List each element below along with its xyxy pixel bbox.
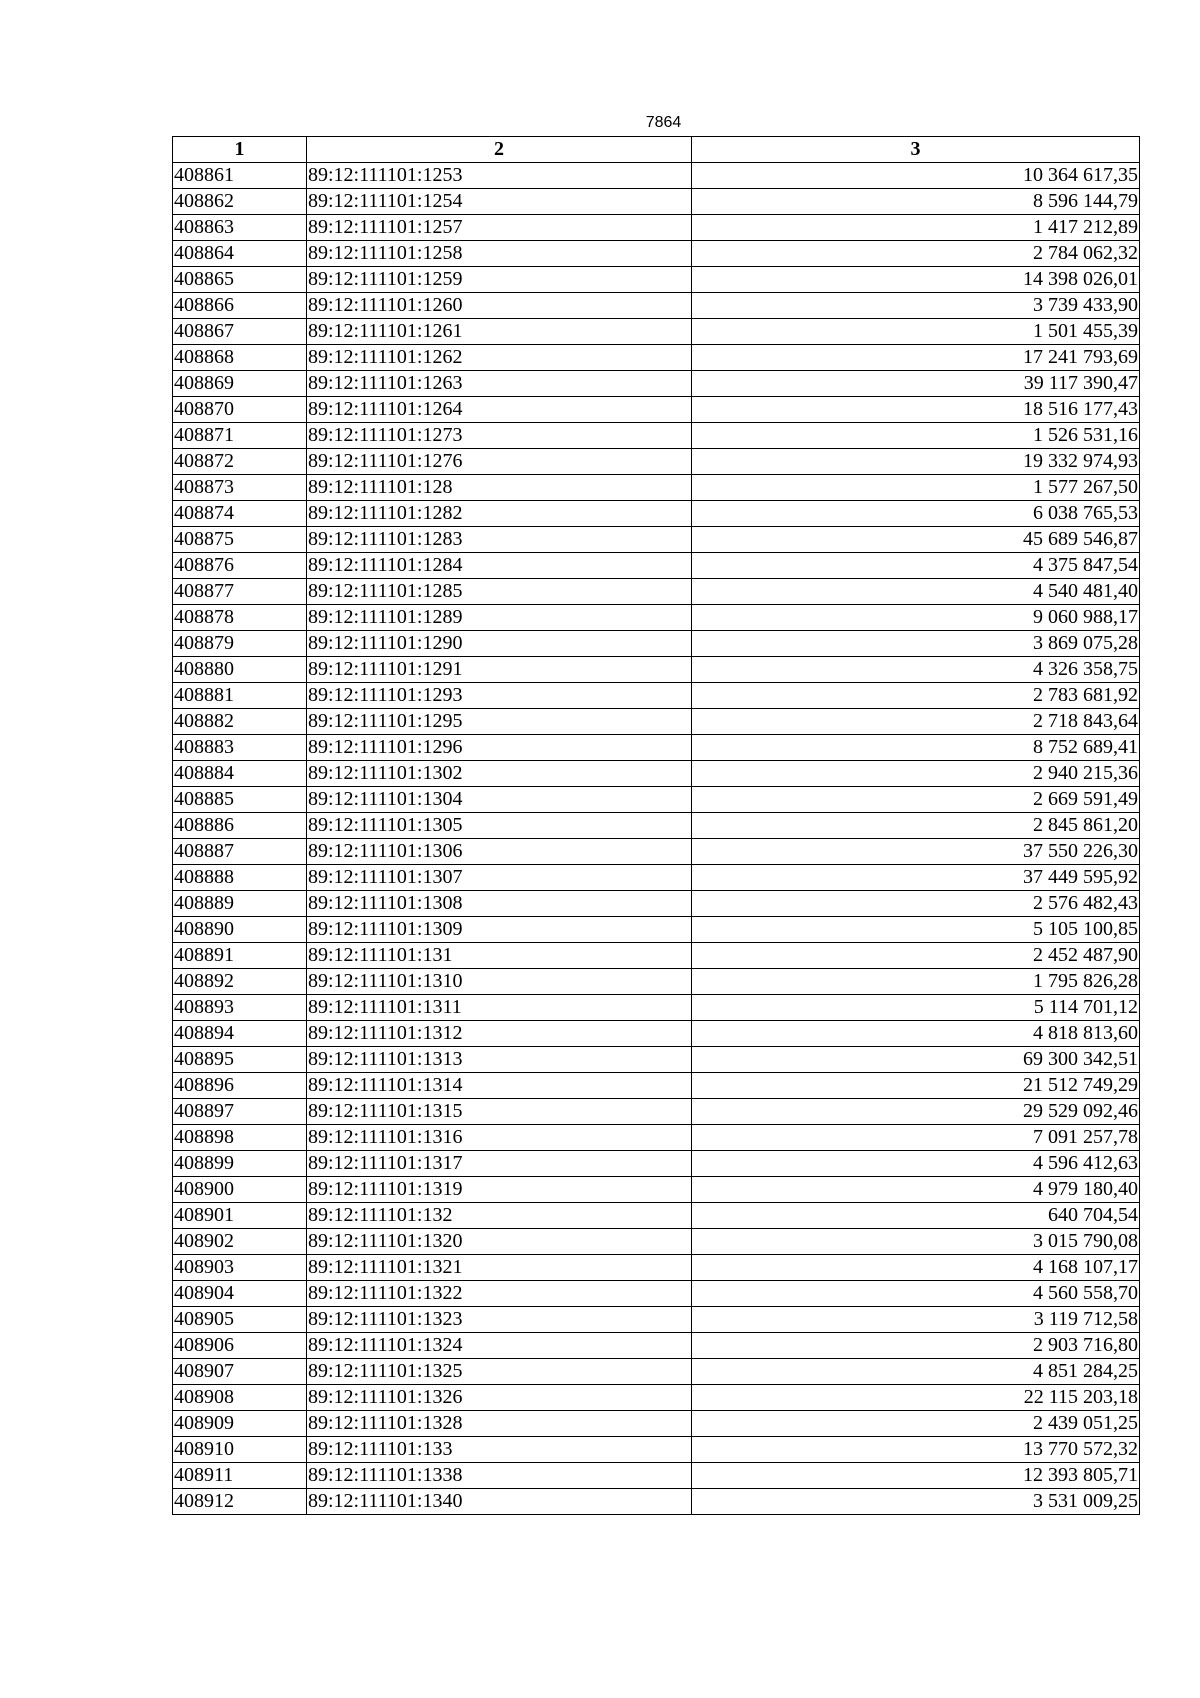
cadastral-value-cell: 4 375 847,54 [692, 553, 1140, 579]
cadastral-value-cell: 640 704,54 [692, 1203, 1140, 1229]
cadastral-value-cell: 4 540 481,40 [692, 579, 1140, 605]
table-row [173, 475, 1140, 501]
cadastral-number-cell: 89:12:111101:1338 [307, 1463, 692, 1489]
table-row [173, 1385, 1140, 1411]
row-number-cell: 408902 [173, 1229, 307, 1255]
cadastral-number-cell: 89:12:111101:1273 [307, 423, 692, 449]
row-number-cell: 408861 [173, 163, 307, 189]
row-number-cell: 408900 [173, 1177, 307, 1203]
cadastral-value-cell: 37 550 226,30 [692, 839, 1140, 865]
row-number-cell: 408887 [173, 839, 307, 865]
cadastral-value-cell: 4 818 813,60 [692, 1021, 1140, 1047]
row-number-cell: 408866 [173, 293, 307, 319]
table-body [173, 163, 1140, 1515]
table-row [173, 1463, 1140, 1489]
table-row [173, 943, 1140, 969]
row-number-cell: 408886 [173, 813, 307, 839]
table-row [173, 787, 1140, 813]
row-number-cell: 408891 [173, 943, 307, 969]
row-number-cell: 408895 [173, 1047, 307, 1073]
cadastral-value-cell: 18 516 177,43 [692, 397, 1140, 423]
cadastral-number-cell: 89:12:111101:1321 [307, 1255, 692, 1281]
cadastral-number-cell: 89:12:111101:1259 [307, 267, 692, 293]
cadastral-number-cell: 89:12:111101:1309 [307, 917, 692, 943]
cadastral-value-cell: 4 560 558,70 [692, 1281, 1140, 1307]
cadastral-number-cell: 89:12:111101:1257 [307, 215, 692, 241]
cadastral-number-cell: 89:12:111101:1315 [307, 1099, 692, 1125]
row-number-cell: 408896 [173, 1073, 307, 1099]
table-row [173, 1255, 1140, 1281]
table-row [173, 969, 1140, 995]
table-row [173, 163, 1140, 189]
cadastral-value-cell: 17 241 793,69 [692, 345, 1140, 371]
table-row [173, 813, 1140, 839]
row-number-cell: 408868 [173, 345, 307, 371]
row-number-cell: 408881 [173, 683, 307, 709]
column-header-2: 2 [307, 137, 692, 163]
row-number-cell: 408912 [173, 1489, 307, 1515]
table-row [173, 215, 1140, 241]
table-row [173, 1203, 1140, 1229]
cadastral-value-table [172, 136, 1140, 1515]
cadastral-value-cell: 3 869 075,28 [692, 631, 1140, 657]
row-number-cell: 408873 [173, 475, 307, 501]
table-row [173, 1125, 1140, 1151]
row-number-cell: 408888 [173, 865, 307, 891]
row-number-cell: 408899 [173, 1151, 307, 1177]
cadastral-value-cell: 21 512 749,29 [692, 1073, 1140, 1099]
cadastral-number-cell: 89:12:111101:1311 [307, 995, 692, 1021]
row-number-cell: 408865 [173, 267, 307, 293]
cadastral-value-cell: 14 398 026,01 [692, 267, 1140, 293]
cadastral-number-cell: 89:12:111101:1307 [307, 865, 692, 891]
table-row [173, 1437, 1140, 1463]
table-row [173, 1411, 1140, 1437]
cadastral-number-cell: 89:12:111101:1291 [307, 657, 692, 683]
row-number-cell: 408901 [173, 1203, 307, 1229]
cadastral-value-cell: 3 015 790,08 [692, 1229, 1140, 1255]
cadastral-value-cell: 2 576 482,43 [692, 891, 1140, 917]
cadastral-value-cell: 1 501 455,39 [692, 319, 1140, 345]
cadastral-value-cell: 4 326 358,75 [692, 657, 1140, 683]
row-number-cell: 408879 [173, 631, 307, 657]
cadastral-number-cell: 89:12:111101:1325 [307, 1359, 692, 1385]
cadastral-value-cell: 2 940 215,36 [692, 761, 1140, 787]
cadastral-value-cell: 4 851 284,25 [692, 1359, 1140, 1385]
table-row [173, 527, 1140, 553]
cadastral-number-cell: 89:12:111101:1260 [307, 293, 692, 319]
row-number-cell: 408908 [173, 1385, 307, 1411]
table-row [173, 865, 1140, 891]
cadastral-value-cell: 2 783 681,92 [692, 683, 1140, 709]
cadastral-number-cell: 89:12:111101:1324 [307, 1333, 692, 1359]
table-row [173, 1099, 1140, 1125]
cadastral-number-cell: 89:12:111101:132 [307, 1203, 692, 1229]
cadastral-number-cell: 89:12:111101:1296 [307, 735, 692, 761]
table-row [173, 631, 1140, 657]
row-number-cell: 408890 [173, 917, 307, 943]
cadastral-value-cell: 1 577 267,50 [692, 475, 1140, 501]
cadastral-value-cell: 2 845 861,20 [692, 813, 1140, 839]
cadastral-number-cell: 89:12:111101:1276 [307, 449, 692, 475]
cadastral-number-cell: 89:12:111101:133 [307, 1437, 692, 1463]
cadastral-value-cell: 3 739 433,90 [692, 293, 1140, 319]
row-number-cell: 408862 [173, 189, 307, 215]
table-row [173, 605, 1140, 631]
cadastral-number-cell: 89:12:111101:1254 [307, 189, 692, 215]
cadastral-number-cell: 89:12:111101:1289 [307, 605, 692, 631]
table-row [173, 345, 1140, 371]
table-row [173, 995, 1140, 1021]
row-number-cell: 408909 [173, 1411, 307, 1437]
cadastral-number-cell: 89:12:111101:1326 [307, 1385, 692, 1411]
row-number-cell: 408869 [173, 371, 307, 397]
cadastral-number-cell: 89:12:111101:1262 [307, 345, 692, 371]
cadastral-number-cell: 89:12:111101:1317 [307, 1151, 692, 1177]
cadastral-number-cell: 89:12:111101:1322 [307, 1281, 692, 1307]
cadastral-value-cell: 37 449 595,92 [692, 865, 1140, 891]
cadastral-value-cell: 12 393 805,71 [692, 1463, 1140, 1489]
table-row [173, 1281, 1140, 1307]
cadastral-value-cell: 9 060 988,17 [692, 605, 1140, 631]
cadastral-value-cell: 4 979 180,40 [692, 1177, 1140, 1203]
table-row [173, 501, 1140, 527]
table-row [173, 1489, 1140, 1515]
table-row [173, 1229, 1140, 1255]
table-row [173, 449, 1140, 475]
cadastral-number-cell: 89:12:111101:1305 [307, 813, 692, 839]
table-row [173, 1151, 1140, 1177]
cadastral-number-cell: 89:12:111101:1282 [307, 501, 692, 527]
row-number-cell: 408903 [173, 1255, 307, 1281]
table-row [173, 1307, 1140, 1333]
cadastral-number-cell: 89:12:111101:1302 [307, 761, 692, 787]
table-row [173, 657, 1140, 683]
row-number-cell: 408870 [173, 397, 307, 423]
cadastral-value-cell: 2 439 051,25 [692, 1411, 1140, 1437]
row-number-cell: 408897 [173, 1099, 307, 1125]
table-row [173, 735, 1140, 761]
row-number-cell: 408877 [173, 579, 307, 605]
row-number-cell: 408911 [173, 1463, 307, 1489]
row-number-cell: 408884 [173, 761, 307, 787]
cadastral-number-cell: 89:12:111101:1340 [307, 1489, 692, 1515]
cadastral-number-cell: 89:12:111101:131 [307, 943, 692, 969]
row-number-cell: 408875 [173, 527, 307, 553]
row-number-cell: 408889 [173, 891, 307, 917]
cadastral-number-cell: 89:12:111101:1314 [307, 1073, 692, 1099]
table-row [173, 319, 1140, 345]
page-number: 7864 [645, 114, 682, 131]
row-number-cell: 408905 [173, 1307, 307, 1333]
cadastral-value-cell: 13 770 572,32 [692, 1437, 1140, 1463]
cadastral-value-cell: 1 795 826,28 [692, 969, 1140, 995]
cadastral-value-cell: 4 168 107,17 [692, 1255, 1140, 1281]
cadastral-value-cell: 19 332 974,93 [692, 449, 1140, 475]
row-number-cell: 408883 [173, 735, 307, 761]
cadastral-number-cell: 89:12:111101:1316 [307, 1125, 692, 1151]
row-number-cell: 408878 [173, 605, 307, 631]
table-row [173, 189, 1140, 215]
cadastral-value-cell: 22 115 203,18 [692, 1385, 1140, 1411]
cadastral-value-cell: 8 752 689,41 [692, 735, 1140, 761]
cadastral-number-cell: 89:12:111101:1312 [307, 1021, 692, 1047]
cadastral-value-cell: 2 452 487,90 [692, 943, 1140, 969]
table-row [173, 423, 1140, 449]
row-number-cell: 408907 [173, 1359, 307, 1385]
row-number-cell: 408863 [173, 215, 307, 241]
cadastral-number-cell: 89:12:111101:1285 [307, 579, 692, 605]
row-number-cell: 408880 [173, 657, 307, 683]
cadastral-value-cell: 2 903 716,80 [692, 1333, 1140, 1359]
row-number-cell: 408892 [173, 969, 307, 995]
cadastral-number-cell: 89:12:111101:1313 [307, 1047, 692, 1073]
row-number-cell: 408876 [173, 553, 307, 579]
cadastral-number-cell: 89:12:111101:1306 [307, 839, 692, 865]
table-row [173, 1359, 1140, 1385]
cadastral-value-cell: 2 669 591,49 [692, 787, 1140, 813]
cadastral-value-cell: 8 596 144,79 [692, 189, 1140, 215]
cadastral-value-cell: 2 784 062,32 [692, 241, 1140, 267]
cadastral-value-cell: 29 529 092,46 [692, 1099, 1140, 1125]
table-row [173, 1333, 1140, 1359]
cadastral-number-cell: 89:12:111101:1319 [307, 1177, 692, 1203]
table-row [173, 1177, 1140, 1203]
table-row [173, 371, 1140, 397]
row-number-cell: 408872 [173, 449, 307, 475]
row-number-cell: 408864 [173, 241, 307, 267]
cadastral-value-cell: 1 417 212,89 [692, 215, 1140, 241]
cadastral-value-cell: 5 105 100,85 [692, 917, 1140, 943]
cadastral-number-cell: 89:12:111101:1258 [307, 241, 692, 267]
cadastral-value-cell: 45 689 546,87 [692, 527, 1140, 553]
row-number-cell: 408894 [173, 1021, 307, 1047]
table-row [173, 553, 1140, 579]
table-row [173, 917, 1140, 943]
table-row [173, 267, 1140, 293]
cadastral-number-cell: 89:12:111101:1304 [307, 787, 692, 813]
cadastral-number-cell: 89:12:111101:1295 [307, 709, 692, 735]
cadastral-number-cell: 89:12:111101:1261 [307, 319, 692, 345]
cadastral-value-cell: 2 718 843,64 [692, 709, 1140, 735]
row-number-cell: 408904 [173, 1281, 307, 1307]
table-row [173, 891, 1140, 917]
row-number-cell: 408906 [173, 1333, 307, 1359]
cadastral-number-cell: 89:12:111101:1284 [307, 553, 692, 579]
table-row [173, 579, 1140, 605]
table-row [173, 293, 1140, 319]
cadastral-number-cell: 89:12:111101:1263 [307, 371, 692, 397]
table-row [173, 1021, 1140, 1047]
cadastral-value-cell: 39 117 390,47 [692, 371, 1140, 397]
cadastral-number-cell: 89:12:111101:1328 [307, 1411, 692, 1437]
table-row [173, 397, 1140, 423]
table-row [173, 241, 1140, 267]
row-number-cell: 408898 [173, 1125, 307, 1151]
cadastral-number-cell: 89:12:111101:1290 [307, 631, 692, 657]
cadastral-number-cell: 89:12:111101:1293 [307, 683, 692, 709]
cadastral-value-cell: 1 526 531,16 [692, 423, 1140, 449]
table-header-row [173, 137, 1140, 163]
row-number-cell: 408910 [173, 1437, 307, 1463]
cadastral-value-cell: 7 091 257,78 [692, 1125, 1140, 1151]
cadastral-number-cell: 89:12:111101:128 [307, 475, 692, 501]
table-row [173, 709, 1140, 735]
cadastral-value-cell: 10 364 617,35 [692, 163, 1140, 189]
cadastral-number-cell: 89:12:111101:1308 [307, 891, 692, 917]
cadastral-value-cell: 3 531 009,25 [692, 1489, 1140, 1515]
table-row [173, 839, 1140, 865]
table-row [173, 1073, 1140, 1099]
cadastral-value-cell: 6 038 765,53 [692, 501, 1140, 527]
cadastral-value-cell: 4 596 412,63 [692, 1151, 1140, 1177]
column-header-3: 3 [692, 137, 1140, 163]
column-header-1: 1 [173, 137, 307, 163]
cadastral-number-cell: 89:12:111101:1310 [307, 969, 692, 995]
table-row [173, 1047, 1140, 1073]
cadastral-number-cell: 89:12:111101:1323 [307, 1307, 692, 1333]
row-number-cell: 408871 [173, 423, 307, 449]
cadastral-number-cell: 89:12:111101:1283 [307, 527, 692, 553]
row-number-cell: 408882 [173, 709, 307, 735]
row-number-cell: 408867 [173, 319, 307, 345]
table-row [173, 683, 1140, 709]
cadastral-number-cell: 89:12:111101:1320 [307, 1229, 692, 1255]
cadastral-value-cell: 5 114 701,12 [692, 995, 1140, 1021]
cadastral-value-cell: 3 119 712,58 [692, 1307, 1140, 1333]
row-number-cell: 408893 [173, 995, 307, 1021]
cadastral-value-cell: 69 300 342,51 [692, 1047, 1140, 1073]
cadastral-number-cell: 89:12:111101:1264 [307, 397, 692, 423]
cadastral-number-cell: 89:12:111101:1253 [307, 163, 692, 189]
table-row [173, 761, 1140, 787]
row-number-cell: 408885 [173, 787, 307, 813]
row-number-cell: 408874 [173, 501, 307, 527]
